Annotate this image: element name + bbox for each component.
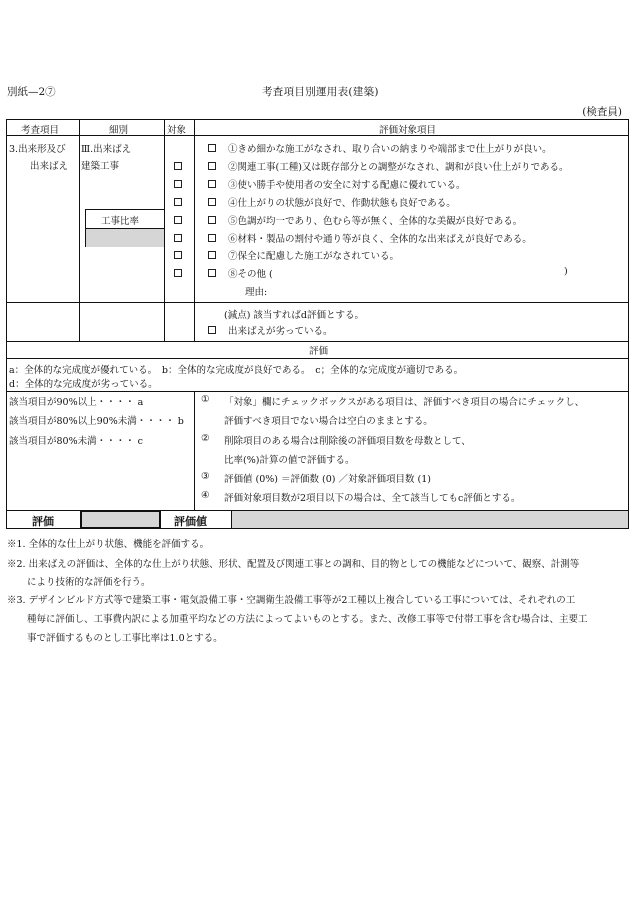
target-checkbox-8[interactable] (174, 269, 182, 277)
target-checkbox-6[interactable] (174, 234, 182, 242)
criteria-checkbox-4[interactable] (208, 198, 216, 206)
subcategory-line2: 建築工事 (81, 161, 120, 172)
rule-3-number: ③ (201, 471, 210, 482)
criteria-item-6: ⑥材料・製品の割付や通り等が良く、全体的な出来ばえが良好である。 (228, 234, 532, 245)
criteria-checkbox-1[interactable] (208, 144, 216, 152)
rule-1-number: ① (201, 394, 210, 405)
criteria-item-8-close: ) (564, 266, 568, 277)
document-title: 考査項目別運用表(建築) (262, 86, 379, 98)
subcategory-line1: Ⅲ.出来ばえ (81, 144, 132, 155)
target-checkbox-3[interactable] (174, 180, 182, 188)
rule-2-text-cont: 比率(%)計算の値で評価する。 (224, 455, 355, 466)
deduction-item: 出来ばえが劣っている。 (228, 326, 333, 337)
criteria-item-7: ⑦保全に配慮した施工がなされている。 (228, 251, 400, 262)
threshold-c: 該当項目が80%未満・・・・ c (9, 436, 143, 447)
document-id: 別紙—2⑦ (7, 86, 56, 98)
note-1: ※1. 全体的な仕上がり状態、機能を評価する。 (7, 539, 210, 550)
construction-ratio-label: 工事比率 (101, 216, 140, 227)
column-header-target: 対象 (167, 125, 187, 136)
inspector-role-label: (検査員) (582, 106, 622, 118)
note-2-cont: により技術的な評価を行う。 (27, 577, 151, 588)
evaluation-scale-line2: d：全体的な完成度が劣っている。 (9, 379, 158, 390)
construction-ratio-input[interactable] (86, 228, 164, 247)
criteria-checkbox-2[interactable] (208, 162, 216, 170)
evaluation-header: 評価 (309, 346, 329, 357)
item-name-line2: 出来ばえ (30, 161, 69, 172)
note-2: ※2. 出来ばえの評価は、全体的な仕上がり状態、形状、配置及び関連工事との調和、目的物としての機能などについて、観察、計測等 (7, 559, 580, 570)
threshold-b: 該当項目が80%以上90%未満・・・・ b (9, 416, 184, 427)
item-name-line1: 3.出来形及び (9, 144, 66, 155)
criteria-item-2: ②関連工事(工種)又は既存部分との調整がなされ、調和が良い仕上がりである。 (228, 162, 569, 173)
criteria-item-8: ⑧その他 ( (228, 269, 273, 280)
target-checkbox-5[interactable] (174, 216, 182, 224)
criteria-item-1: ①きめ細かな施工がなされ、取り合いの納まりや端部まで仕上がりが良い。 (228, 144, 552, 155)
criteria-checkbox-3[interactable] (208, 180, 216, 188)
rule-2-number: ② (201, 433, 210, 444)
target-checkbox-4[interactable] (174, 198, 182, 206)
note-3-cont2: 事で評価するものとし工事比率は1.0とする。 (27, 633, 223, 644)
criteria-checkbox-7[interactable] (208, 251, 216, 259)
rule-1-text-cont: 評価すべき項目でない場合は空白のままとする。 (224, 416, 433, 427)
note-3-cont1: 種毎に評価し、工事費内訳による加重平均などの方法によってよいものとする。また、改修工事等で付帯工事を含む場合は、主要工 (27, 614, 588, 625)
column-header-item: 考査項目 (21, 125, 60, 136)
criteria-item-3: ③使い勝手や使用者の安全に対する配慮に優れている。 (228, 180, 466, 191)
footer-eval-input[interactable] (81, 511, 160, 528)
criteria-item-4: ④仕上がりの状態が良好で、作動状態も良好である。 (228, 198, 456, 209)
rule-4-number: ④ (201, 490, 210, 501)
criteria-checkbox-5[interactable] (208, 216, 216, 224)
reason-label: 理由: (245, 287, 268, 298)
rule-1-text: 「対象」欄にチェックボックスがある項目は、評価すべき項目の場合にチェックし、 (224, 397, 585, 408)
rule-2-text: 削除項目のある場合は削除後の評価項目数を母数として、 (224, 436, 471, 447)
column-header-criteria: 評価対象項目 (379, 125, 437, 136)
footer-value-label: 評価値 (174, 515, 207, 528)
column-header-subcategory: 細別 (109, 125, 129, 136)
deduction-title: (減点) 該当すればd評価とする。 (224, 310, 365, 321)
evaluation-table (6, 119, 629, 529)
criteria-checkbox-8[interactable] (208, 269, 216, 277)
deduction-checkbox[interactable] (208, 326, 216, 334)
evaluation-scale-line1: a：全体的な完成度が優れている。 b：全体的な完成度が良好である。 c；全体的な完成度が適切である。 (9, 365, 464, 376)
footer-eval-label: 評価 (32, 515, 54, 528)
footer-value-input[interactable] (232, 511, 628, 528)
criteria-checkbox-6[interactable] (208, 234, 216, 242)
rule-4-text: 評価対象項目数が2項目以下の場合は、全て該当してもc評価とする。 (224, 493, 521, 504)
rule-3-text: 評価値 (0%) ＝評価数 (0) ／対象評価項目数 (1) (224, 474, 431, 485)
target-checkbox-2[interactable] (174, 162, 182, 170)
criteria-item-5: ⑤色調が均一であり、色むら等が無く、全体的な美観が良好である。 (228, 216, 523, 227)
note-3: ※3. デザインビルド方式等で建築工事・電気設備工事・空調衛生設備工事等が2工種以上複合している工事については、それぞれの工 (7, 595, 576, 606)
construction-ratio-box (85, 209, 165, 247)
target-checkbox-7[interactable] (174, 251, 182, 259)
threshold-a: 該当項目が90%以上・・・・ a (9, 397, 144, 408)
